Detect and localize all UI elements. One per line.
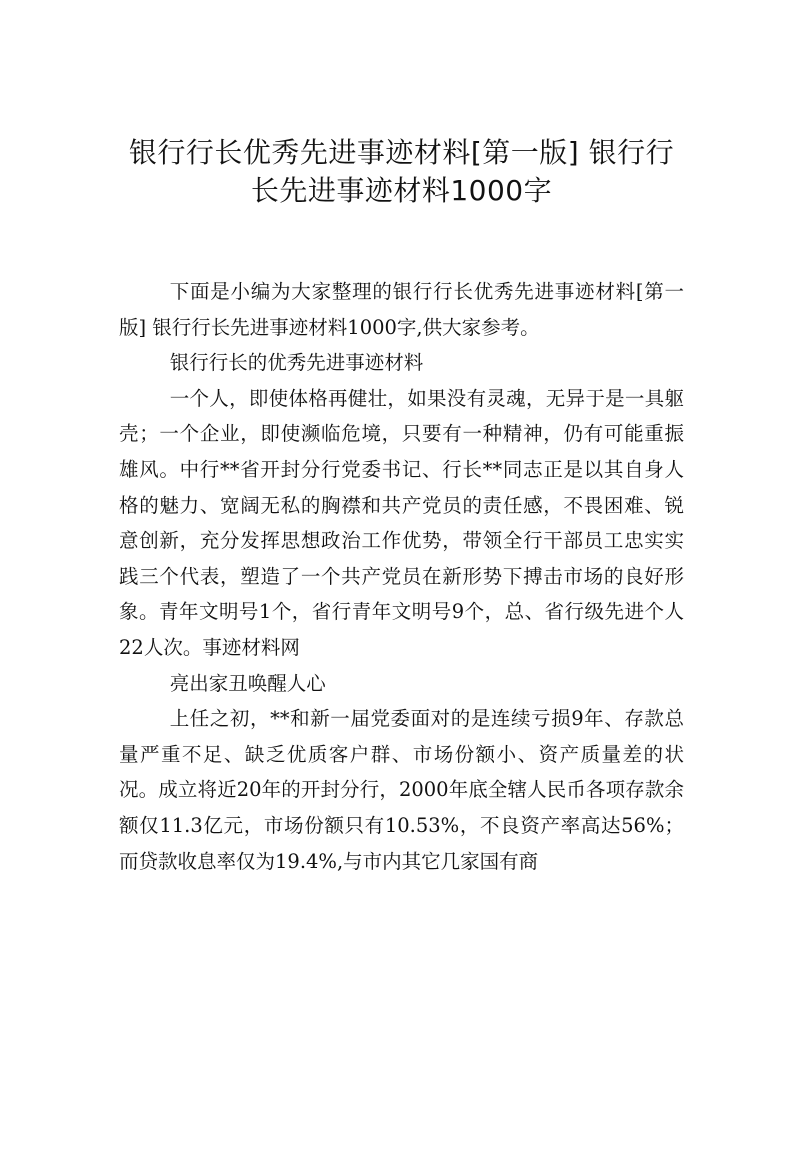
body-paragraph: 上任之初，**和新一届党委面对的是连续亏损9年、存款总量严重不足、缺乏优质客户群、市场份额小、资产质量差的状况。成立将近20年的开封分行，2000年底全辖人民币各项存款余额仅11.3亿元，市场份额只有10.53%，不良资产率高达56%；而贷款收息率仅为19.4%,与市内其它几家国有商 [119, 707, 684, 873]
document-title: 银行行长优秀先进事迹材料[第一版] 银行行长先进事迹材料1000字 [128, 136, 675, 207]
document-body [119, 274, 684, 879]
document-page [0, 134, 800, 1170]
body-paragraph: 一个人，即使体格再健壮，如果没有灵魂，无异于是一具躯壳；一个企业，即使濒临危境，只要有一种精神，仍有可能重振雄风。中行**省开封分行党委书记、行长**同志正是以其自身人格的魅力、宽阔无私的胸襟和共产党员的责任感，不畏困难、锐意创新，充分发挥思想政治工作优势，带领全行干部员工忠实实践三个代表，塑造了一个共产党员在新形势下搏击市场的良好形象。青年文明号1个，省行青年文明号9个，总、省行级先进个人22人次。事迹材料网 [119, 386, 684, 659]
intro-paragraph: 下面是小编为大家整理的银行行长优秀先进事迹材料[第一版] 银行行长先进事迹材料1000字,供大家参考。 [119, 280, 684, 339]
section-heading: 亮出家丑唤醒人心 [169, 671, 326, 695]
section-heading: 银行行长的优秀先进事迹材料 [169, 351, 424, 375]
